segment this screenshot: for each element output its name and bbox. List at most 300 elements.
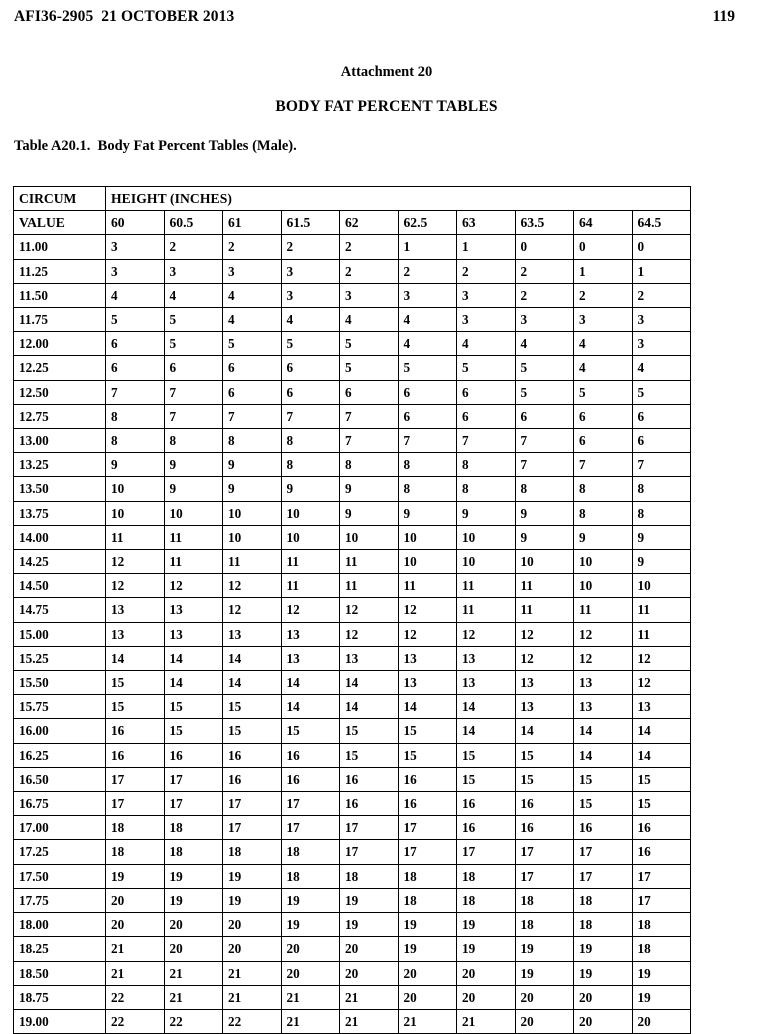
table-cell-body-fat-percent: 10 — [223, 525, 282, 549]
table-cell-body-fat-percent: 14 — [340, 671, 399, 695]
table-cell-body-fat-percent: 13 — [574, 695, 633, 719]
table-row — [14, 719, 691, 743]
table-cell-body-fat-percent: 18 — [398, 888, 457, 912]
table-cell-body-fat-percent: 3 — [574, 308, 633, 332]
table-cell-body-fat-percent: 13 — [106, 622, 165, 646]
table-caption: Table A20.1. Body Fat Percent Tables (Male). — [14, 138, 297, 154]
table-row — [14, 356, 691, 380]
table-cell-body-fat-percent: 5 — [632, 380, 691, 404]
table-cell-body-fat-percent: 20 — [281, 937, 340, 961]
table-cell-body-fat-percent: 16 — [281, 767, 340, 791]
column-header-height: 64 — [574, 211, 633, 235]
table-cell-body-fat-percent: 21 — [398, 1009, 457, 1033]
page-number: 119 — [712, 8, 735, 25]
table-row — [14, 961, 691, 985]
table-row — [14, 598, 691, 622]
table-row — [14, 985, 691, 1009]
table-cell-body-fat-percent: 10 — [164, 501, 223, 525]
table-cell-body-fat-percent: 12 — [632, 671, 691, 695]
table-cell-body-fat-percent: 5 — [515, 380, 574, 404]
table-cell-body-fat-percent: 18 — [457, 888, 516, 912]
table-cell-body-fat-percent: 1 — [398, 235, 457, 259]
table-cell-body-fat-percent: 4 — [574, 332, 633, 356]
table-cell-body-fat-percent: 17 — [632, 864, 691, 888]
table-cell-body-fat-percent: 18 — [106, 840, 165, 864]
table-cell-body-fat-percent: 1 — [457, 235, 516, 259]
table-cell-body-fat-percent: 20 — [457, 961, 516, 985]
table-row — [14, 792, 691, 816]
table-cell-body-fat-percent: 8 — [164, 429, 223, 453]
table-cell-body-fat-percent: 15 — [457, 743, 516, 767]
row-header-circum-value: 17.25 — [14, 840, 106, 864]
row-header-circum-value: 11.00 — [14, 235, 106, 259]
table-cell-body-fat-percent: 17 — [457, 840, 516, 864]
table-cell-body-fat-percent: 7 — [515, 453, 574, 477]
row-header-circum-value: 15.75 — [14, 695, 106, 719]
table-cell-body-fat-percent: 12 — [574, 622, 633, 646]
table-cell-body-fat-percent: 11 — [632, 598, 691, 622]
table-cell-body-fat-percent: 18 — [457, 864, 516, 888]
table-cell-body-fat-percent: 7 — [281, 404, 340, 428]
table-cell-body-fat-percent: 18 — [515, 913, 574, 937]
table-cell-body-fat-percent: 15 — [515, 767, 574, 791]
table-cell-body-fat-percent: 21 — [457, 1009, 516, 1033]
row-header-circum-value: 15.00 — [14, 622, 106, 646]
table-cell-body-fat-percent: 22 — [164, 1009, 223, 1033]
table-cell-body-fat-percent: 2 — [515, 283, 574, 307]
table-cell-body-fat-percent: 8 — [457, 453, 516, 477]
table-cell-body-fat-percent: 6 — [340, 380, 399, 404]
row-header-circum-value: 17.50 — [14, 864, 106, 888]
table-cell-body-fat-percent: 18 — [223, 840, 282, 864]
table-cell-body-fat-percent: 17 — [223, 816, 282, 840]
table-cell-body-fat-percent: 11 — [106, 525, 165, 549]
table-cell-body-fat-percent: 6 — [223, 380, 282, 404]
table-row — [14, 404, 691, 428]
table-cell-body-fat-percent: 3 — [457, 283, 516, 307]
table-cell-body-fat-percent: 11 — [515, 574, 574, 598]
table-cell-body-fat-percent: 5 — [457, 356, 516, 380]
table-cell-body-fat-percent: 4 — [223, 308, 282, 332]
table-cell-body-fat-percent: 21 — [340, 1009, 399, 1033]
table-cell-body-fat-percent: 14 — [515, 719, 574, 743]
table-cell-body-fat-percent: 11 — [281, 550, 340, 574]
table-cell-body-fat-percent: 9 — [515, 501, 574, 525]
table-cell-body-fat-percent: 19 — [281, 888, 340, 912]
table-cell-body-fat-percent: 16 — [223, 767, 282, 791]
table-cell-body-fat-percent: 20 — [281, 961, 340, 985]
table-cell-body-fat-percent: 9 — [223, 453, 282, 477]
table-cell-body-fat-percent: 15 — [340, 743, 399, 767]
table-cell-body-fat-percent: 14 — [574, 743, 633, 767]
table-cell-body-fat-percent: 14 — [223, 671, 282, 695]
table-cell-body-fat-percent: 8 — [340, 453, 399, 477]
table-header-row-group — [14, 187, 691, 211]
body-fat-table-container — [13, 186, 662, 1034]
table-cell-body-fat-percent: 11 — [398, 574, 457, 598]
table-cell-body-fat-percent: 18 — [164, 816, 223, 840]
table-cell-body-fat-percent: 18 — [106, 816, 165, 840]
table-row — [14, 235, 691, 259]
table-cell-body-fat-percent: 5 — [515, 356, 574, 380]
table-cell-body-fat-percent: 15 — [515, 743, 574, 767]
table-cell-body-fat-percent: 2 — [515, 259, 574, 283]
table-cell-body-fat-percent: 8 — [223, 429, 282, 453]
table-cell-body-fat-percent: 18 — [340, 864, 399, 888]
table-cell-body-fat-percent: 3 — [632, 308, 691, 332]
table-cell-body-fat-percent: 20 — [223, 913, 282, 937]
table-cell-body-fat-percent: 7 — [340, 404, 399, 428]
row-header-circum-value: 13.25 — [14, 453, 106, 477]
table-cell-body-fat-percent: 20 — [515, 985, 574, 1009]
table-cell-body-fat-percent: 17 — [574, 840, 633, 864]
table-cell-body-fat-percent: 15 — [574, 792, 633, 816]
table-cell-body-fat-percent: 3 — [340, 283, 399, 307]
table-cell-body-fat-percent: 11 — [515, 598, 574, 622]
table-cell-body-fat-percent: 16 — [574, 816, 633, 840]
table-cell-body-fat-percent: 14 — [632, 719, 691, 743]
table-row — [14, 646, 691, 670]
table-cell-body-fat-percent: 0 — [515, 235, 574, 259]
table-cell-body-fat-percent: 11 — [164, 550, 223, 574]
table-cell-body-fat-percent: 13 — [457, 646, 516, 670]
table-cell-body-fat-percent: 4 — [457, 332, 516, 356]
table-cell-body-fat-percent: 6 — [515, 404, 574, 428]
table-cell-body-fat-percent: 14 — [632, 743, 691, 767]
table-cell-body-fat-percent: 16 — [340, 767, 399, 791]
table-cell-body-fat-percent: 10 — [574, 574, 633, 598]
table-cell-body-fat-percent: 9 — [457, 501, 516, 525]
table-cell-body-fat-percent: 20 — [398, 961, 457, 985]
table-cell-body-fat-percent: 7 — [106, 380, 165, 404]
table-cell-body-fat-percent: 8 — [281, 453, 340, 477]
table-cell-body-fat-percent: 9 — [164, 477, 223, 501]
table-cell-body-fat-percent: 16 — [398, 767, 457, 791]
table-cell-body-fat-percent: 8 — [398, 453, 457, 477]
table-cell-body-fat-percent: 10 — [281, 525, 340, 549]
table-cell-body-fat-percent: 21 — [106, 937, 165, 961]
table-cell-body-fat-percent: 10 — [457, 550, 516, 574]
table-cell-body-fat-percent: 10 — [398, 525, 457, 549]
table-cell-body-fat-percent: 16 — [515, 816, 574, 840]
table-cell-body-fat-percent: 17 — [574, 864, 633, 888]
table-cell-body-fat-percent: 11 — [457, 574, 516, 598]
table-cell-body-fat-percent: 19 — [398, 937, 457, 961]
table-row — [14, 816, 691, 840]
table-cell-body-fat-percent: 4 — [515, 332, 574, 356]
table-cell-body-fat-percent: 16 — [632, 840, 691, 864]
table-cell-body-fat-percent: 19 — [223, 864, 282, 888]
table-cell-body-fat-percent: 19 — [574, 961, 633, 985]
table-cell-body-fat-percent: 17 — [106, 792, 165, 816]
table-cell-body-fat-percent: 11 — [281, 574, 340, 598]
table-cell-body-fat-percent: 5 — [340, 356, 399, 380]
table-cell-body-fat-percent: 20 — [164, 913, 223, 937]
table-cell-body-fat-percent: 10 — [632, 574, 691, 598]
column-header-height: 61.5 — [281, 211, 340, 235]
row-header-circum-value: 16.25 — [14, 743, 106, 767]
column-header-height: 62.5 — [398, 211, 457, 235]
table-cell-body-fat-percent: 11 — [457, 598, 516, 622]
table-cell-body-fat-percent: 2 — [398, 259, 457, 283]
table-row — [14, 1009, 691, 1033]
table-cell-body-fat-percent: 10 — [223, 501, 282, 525]
table-row — [14, 332, 691, 356]
table-cell-body-fat-percent: 9 — [632, 550, 691, 574]
table-cell-body-fat-percent: 17 — [340, 840, 399, 864]
table-row — [14, 840, 691, 864]
table-row — [14, 477, 691, 501]
table-cell-body-fat-percent: 8 — [106, 429, 165, 453]
table-cell-body-fat-percent: 19 — [457, 937, 516, 961]
table-cell-body-fat-percent: 15 — [106, 695, 165, 719]
table-cell-body-fat-percent: 14 — [574, 719, 633, 743]
table-cell-body-fat-percent: 20 — [340, 937, 399, 961]
table-cell-body-fat-percent: 17 — [515, 864, 574, 888]
table-cell-body-fat-percent: 20 — [515, 1009, 574, 1033]
table-cell-body-fat-percent: 4 — [340, 308, 399, 332]
column-header-height: 64.5 — [632, 211, 691, 235]
table-cell-body-fat-percent: 17 — [106, 767, 165, 791]
row-header-circum-value: 13.00 — [14, 429, 106, 453]
table-cell-body-fat-percent: 9 — [340, 477, 399, 501]
row-header-circum-value: 18.00 — [14, 913, 106, 937]
column-header-height: 62 — [340, 211, 399, 235]
table-cell-body-fat-percent: 18 — [515, 888, 574, 912]
table-cell-body-fat-percent: 3 — [106, 235, 165, 259]
table-cell-body-fat-percent: 13 — [281, 622, 340, 646]
table-row — [14, 743, 691, 767]
table-cell-body-fat-percent: 17 — [398, 816, 457, 840]
table-cell-body-fat-percent: 11 — [164, 525, 223, 549]
table-row — [14, 937, 691, 961]
table-cell-body-fat-percent: 3 — [632, 332, 691, 356]
table-cell-body-fat-percent: 12 — [223, 574, 282, 598]
table-cell-body-fat-percent: 9 — [223, 477, 282, 501]
table-cell-body-fat-percent: 16 — [106, 743, 165, 767]
table-cell-body-fat-percent: 12 — [515, 622, 574, 646]
table-cell-body-fat-percent: 15 — [164, 695, 223, 719]
table-cell-body-fat-percent: 10 — [281, 501, 340, 525]
table-cell-body-fat-percent: 2 — [223, 235, 282, 259]
table-cell-body-fat-percent: 9 — [398, 501, 457, 525]
table-cell-body-fat-percent: 18 — [164, 840, 223, 864]
table-cell-body-fat-percent: 14 — [106, 646, 165, 670]
table-cell-body-fat-percent: 12 — [398, 622, 457, 646]
body-fat-percent-table — [13, 186, 691, 1034]
row-header-circum-value: 11.25 — [14, 259, 106, 283]
table-cell-body-fat-percent: 5 — [164, 332, 223, 356]
table-cell-body-fat-percent: 18 — [281, 864, 340, 888]
column-header-height: 60 — [106, 211, 165, 235]
table-cell-body-fat-percent: 10 — [515, 550, 574, 574]
row-header-circum-value: 15.25 — [14, 646, 106, 670]
table-cell-body-fat-percent: 12 — [457, 622, 516, 646]
table-cell-body-fat-percent: 13 — [574, 671, 633, 695]
table-cell-body-fat-percent: 17 — [515, 840, 574, 864]
table-cell-body-fat-percent: 15 — [398, 743, 457, 767]
table-cell-body-fat-percent: 20 — [457, 985, 516, 1009]
table-cell-body-fat-percent: 6 — [164, 356, 223, 380]
table-cell-body-fat-percent: 12 — [164, 574, 223, 598]
row-header-circum-value: 12.75 — [14, 404, 106, 428]
table-cell-body-fat-percent: 12 — [398, 598, 457, 622]
column-header-height: 61 — [223, 211, 282, 235]
table-cell-body-fat-percent: 14 — [281, 671, 340, 695]
table-cell-body-fat-percent: 6 — [106, 356, 165, 380]
table-cell-body-fat-percent: 7 — [515, 429, 574, 453]
table-cell-body-fat-percent: 3 — [398, 283, 457, 307]
table-row — [14, 380, 691, 404]
table-cell-body-fat-percent: 17 — [223, 792, 282, 816]
table-cell-body-fat-percent: 3 — [281, 259, 340, 283]
table-cell-body-fat-percent: 20 — [398, 985, 457, 1009]
table-cell-body-fat-percent: 17 — [340, 816, 399, 840]
table-cell-body-fat-percent: 3 — [106, 259, 165, 283]
table-cell-body-fat-percent: 9 — [574, 525, 633, 549]
table-cell-body-fat-percent: 8 — [106, 404, 165, 428]
row-header-circum-value: 16.00 — [14, 719, 106, 743]
column-header-height: 60.5 — [164, 211, 223, 235]
table-cell-body-fat-percent: 22 — [106, 985, 165, 1009]
table-cell-body-fat-percent: 20 — [574, 985, 633, 1009]
table-header-row-columns — [14, 211, 691, 235]
table-cell-body-fat-percent: 19 — [515, 937, 574, 961]
table-cell-body-fat-percent: 16 — [281, 743, 340, 767]
table-cell-body-fat-percent: 12 — [106, 574, 165, 598]
table-cell-body-fat-percent: 7 — [164, 404, 223, 428]
table-cell-body-fat-percent: 16 — [457, 792, 516, 816]
table-row — [14, 259, 691, 283]
table-cell-body-fat-percent: 15 — [164, 719, 223, 743]
row-header-circum-value: 12.00 — [14, 332, 106, 356]
table-cell-body-fat-percent: 11 — [632, 622, 691, 646]
table-cell-body-fat-percent: 7 — [574, 453, 633, 477]
table-cell-body-fat-percent: 20 — [340, 961, 399, 985]
table-cell-body-fat-percent: 6 — [632, 429, 691, 453]
table-cell-body-fat-percent: 8 — [574, 501, 633, 525]
table-cell-body-fat-percent: 6 — [223, 356, 282, 380]
table-cell-body-fat-percent: 6 — [281, 380, 340, 404]
corner-header-circum: CIRCUM — [14, 187, 106, 211]
table-cell-body-fat-percent: 21 — [281, 1009, 340, 1033]
table-cell-body-fat-percent: 14 — [340, 695, 399, 719]
table-cell-body-fat-percent: 15 — [340, 719, 399, 743]
table-cell-body-fat-percent: 16 — [398, 792, 457, 816]
row-header-circum-value: 14.75 — [14, 598, 106, 622]
table-cell-body-fat-percent: 6 — [106, 332, 165, 356]
row-header-circum-value: 16.50 — [14, 767, 106, 791]
row-header-circum-value: 11.75 — [14, 308, 106, 332]
row-header-circum-value: 14.00 — [14, 525, 106, 549]
table-cell-body-fat-percent: 0 — [574, 235, 633, 259]
table-cell-body-fat-percent: 13 — [457, 671, 516, 695]
table-cell-body-fat-percent: 9 — [515, 525, 574, 549]
table-cell-body-fat-percent: 5 — [164, 308, 223, 332]
table-cell-body-fat-percent: 10 — [340, 525, 399, 549]
table-cell-body-fat-percent: 14 — [164, 646, 223, 670]
table-row — [14, 429, 691, 453]
table-cell-body-fat-percent: 13 — [340, 646, 399, 670]
row-header-circum-value: 13.50 — [14, 477, 106, 501]
table-cell-body-fat-percent: 2 — [281, 235, 340, 259]
table-cell-body-fat-percent: 10 — [574, 550, 633, 574]
table-cell-body-fat-percent: 6 — [632, 404, 691, 428]
table-cell-body-fat-percent: 5 — [398, 356, 457, 380]
table-cell-body-fat-percent: 15 — [281, 719, 340, 743]
table-row — [14, 695, 691, 719]
table-cell-body-fat-percent: 1 — [574, 259, 633, 283]
table-cell-body-fat-percent: 21 — [164, 961, 223, 985]
table-cell-body-fat-percent: 8 — [457, 477, 516, 501]
table-row — [14, 525, 691, 549]
table-cell-body-fat-percent: 7 — [398, 429, 457, 453]
table-cell-body-fat-percent: 20 — [106, 888, 165, 912]
table-row — [14, 864, 691, 888]
table-cell-body-fat-percent: 17 — [281, 816, 340, 840]
table-cell-body-fat-percent: 13 — [398, 671, 457, 695]
table-cell-body-fat-percent: 13 — [223, 622, 282, 646]
table-cell-body-fat-percent: 21 — [223, 985, 282, 1009]
row-header-circum-value: 19.00 — [14, 1009, 106, 1033]
table-cell-body-fat-percent: 8 — [632, 501, 691, 525]
table-cell-body-fat-percent: 4 — [398, 308, 457, 332]
table-cell-body-fat-percent: 12 — [574, 646, 633, 670]
table-cell-body-fat-percent: 21 — [223, 961, 282, 985]
table-cell-body-fat-percent: 20 — [164, 937, 223, 961]
table-row — [14, 550, 691, 574]
table-cell-body-fat-percent: 19 — [340, 888, 399, 912]
table-cell-body-fat-percent: 20 — [223, 937, 282, 961]
table-cell-body-fat-percent: 5 — [340, 332, 399, 356]
table-cell-body-fat-percent: 13 — [106, 598, 165, 622]
table-cell-body-fat-percent: 16 — [223, 743, 282, 767]
table-cell-body-fat-percent: 4 — [574, 356, 633, 380]
table-cell-body-fat-percent: 19 — [457, 913, 516, 937]
table-cell-body-fat-percent: 17 — [398, 840, 457, 864]
table-cell-body-fat-percent: 11 — [340, 574, 399, 598]
table-cell-body-fat-percent: 15 — [574, 767, 633, 791]
table-cell-body-fat-percent: 8 — [281, 429, 340, 453]
table-cell-body-fat-percent: 16 — [632, 816, 691, 840]
table-cell-body-fat-percent: 3 — [164, 259, 223, 283]
table-cell-body-fat-percent: 3 — [281, 283, 340, 307]
table-cell-body-fat-percent: 7 — [457, 429, 516, 453]
table-cell-body-fat-percent: 14 — [164, 671, 223, 695]
table-cell-body-fat-percent: 2 — [632, 283, 691, 307]
row-header-circum-value: 12.25 — [14, 356, 106, 380]
table-cell-body-fat-percent: 14 — [398, 695, 457, 719]
table-cell-body-fat-percent: 16 — [340, 792, 399, 816]
table-cell-body-fat-percent: 11 — [340, 550, 399, 574]
table-cell-body-fat-percent: 18 — [281, 840, 340, 864]
table-row — [14, 888, 691, 912]
table-body — [14, 235, 691, 1034]
row-header-circum-value: 14.25 — [14, 550, 106, 574]
table-cell-body-fat-percent: 6 — [398, 404, 457, 428]
row-header-circum-value: 16.75 — [14, 792, 106, 816]
column-header-height: 63 — [457, 211, 516, 235]
table-row — [14, 308, 691, 332]
table-cell-body-fat-percent: 2 — [340, 235, 399, 259]
table-cell-body-fat-percent: 21 — [164, 985, 223, 1009]
table-cell-body-fat-percent: 19 — [106, 864, 165, 888]
table-cell-body-fat-percent: 9 — [340, 501, 399, 525]
table-cell-body-fat-percent: 7 — [164, 380, 223, 404]
table-cell-body-fat-percent: 6 — [457, 404, 516, 428]
table-cell-body-fat-percent: 17 — [281, 792, 340, 816]
running-header — [0, 8, 773, 32]
